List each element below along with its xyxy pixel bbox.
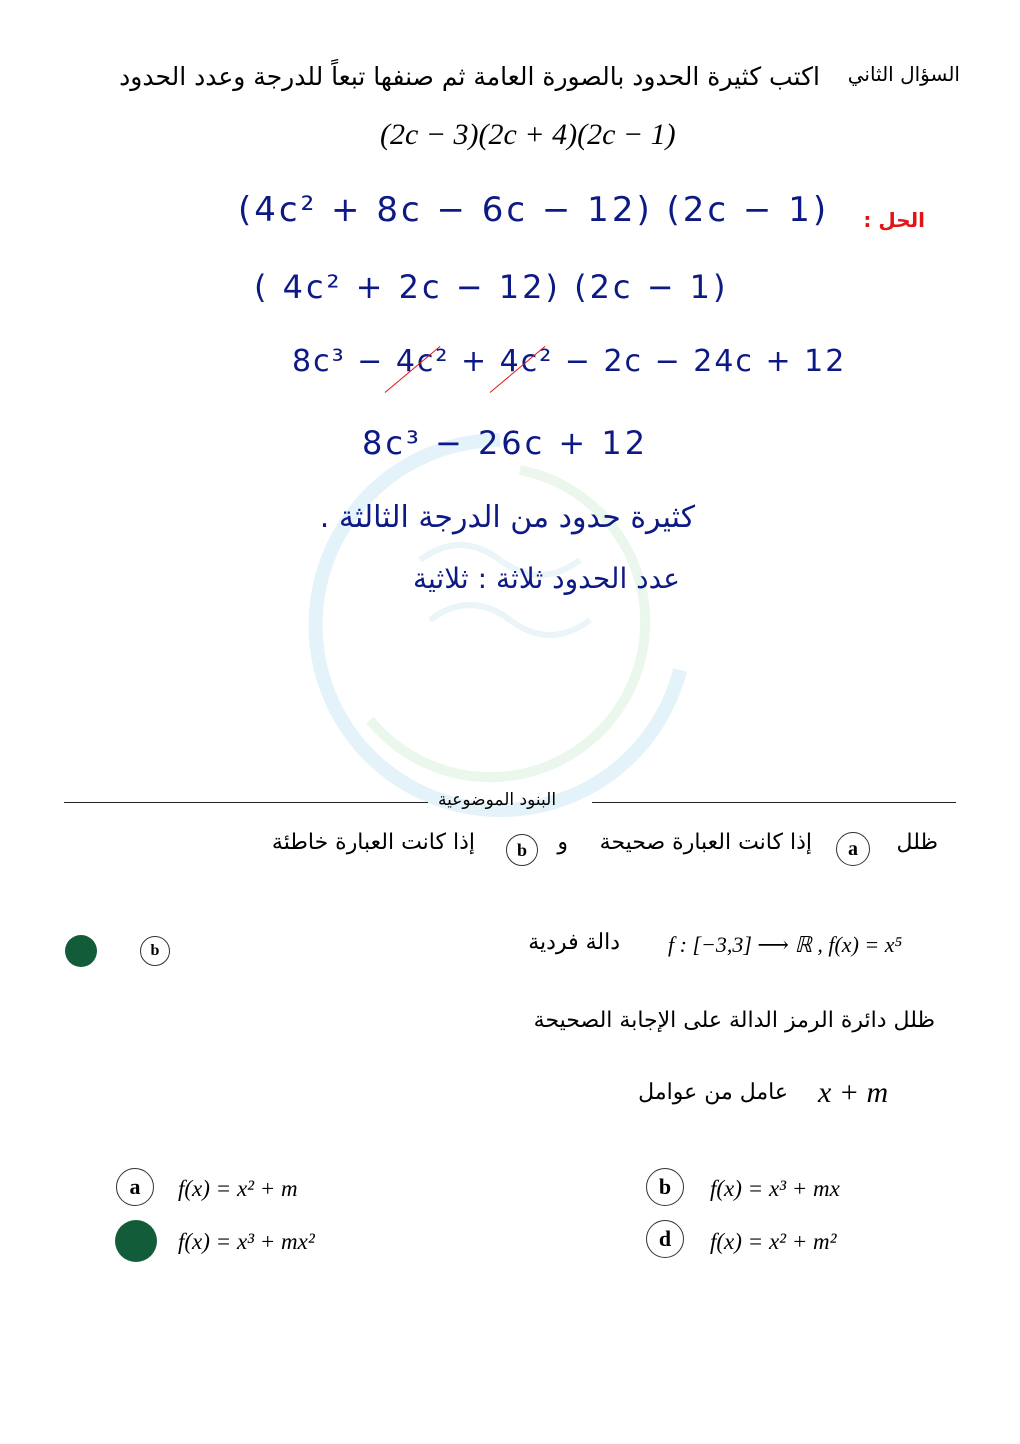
- item1-statement: دالة فردية: [528, 930, 620, 955]
- option-a-legend: [836, 832, 870, 866]
- classification-degree: كثيرة حدود من الدرجة الثالثة .: [319, 500, 695, 535]
- section-rule-left: [64, 802, 428, 803]
- solution-step-4: 8c³ − 26c + 12: [362, 424, 649, 462]
- item2-option-a-label: a: [129, 1174, 141, 1199]
- instruction-if-false: إذا كانت العبارة خاطئة: [271, 830, 475, 855]
- item2-option-a[interactable]: [116, 1168, 154, 1206]
- item2-option-b[interactable]: [646, 1168, 684, 1206]
- item2-option-c-expr: f(x) = x³ + mx²: [178, 1229, 315, 1254]
- option-b-legend-label: b: [516, 839, 527, 860]
- item2-option-b-expr: f(x) = x³ + mx: [710, 1176, 840, 1201]
- solution-step-2: ( 4c² + 2c − 12) (2c − 1): [254, 268, 729, 306]
- question-text: اكتب كثيرة الحدود بالصورة العامة ثم صنفها تبعاً للدرجة وعدد الحدود: [119, 62, 820, 91]
- instruction-shade: ظلل: [896, 830, 938, 855]
- item2-phrase: عامل من عوامل: [638, 1080, 788, 1105]
- solution-step-3: 8c³ − 4c² + 4c² − 2c − 24c + 12: [292, 344, 847, 379]
- option-b-legend: [506, 834, 538, 866]
- instruction-and: و: [557, 830, 568, 855]
- objective-title: البنود الموضوعية: [438, 790, 557, 810]
- item2-factor: x + m: [818, 1076, 889, 1109]
- item2-option-d-expr: f(x) = x² + m²: [710, 1229, 837, 1254]
- question-label: السؤال الثاني: [847, 62, 960, 86]
- item2-option-b-label: b: [658, 1174, 672, 1199]
- mcq-instruction: ظلل دائرة الرمز الدالة على الإجابة الصحيحة: [533, 1008, 935, 1033]
- item1-option-a-filled[interactable]: [65, 935, 97, 967]
- item2-option-d-label: d: [658, 1226, 672, 1251]
- item1-option-b[interactable]: [140, 936, 170, 966]
- item2-option-a-expr: f(x) = x² + m: [178, 1176, 298, 1201]
- item1-function: f : [−3,3] ⟶ ℝ , f(x) = x⁵: [668, 932, 903, 957]
- solution-step-1: (4c² + 8c − 6c − 12) (2c − 1): [238, 190, 830, 230]
- item2-option-d[interactable]: [646, 1220, 684, 1258]
- question-expression: (2c − 3)(2c + 4)(2c − 1): [380, 118, 676, 151]
- item1-option-b-label: b: [150, 942, 160, 959]
- instruction-if-true: إذا كانت العبارة صحيحة: [599, 830, 812, 855]
- classification-terms: عدد الحدود ثلاثة : ثلاثية: [412, 562, 680, 595]
- solution-label: الحل :: [863, 208, 925, 232]
- section-rule-right: [592, 802, 956, 803]
- item2-option-c-filled[interactable]: [115, 1220, 157, 1262]
- option-a-legend-label: a: [848, 837, 858, 860]
- watermark-logo-icon: [270, 420, 730, 820]
